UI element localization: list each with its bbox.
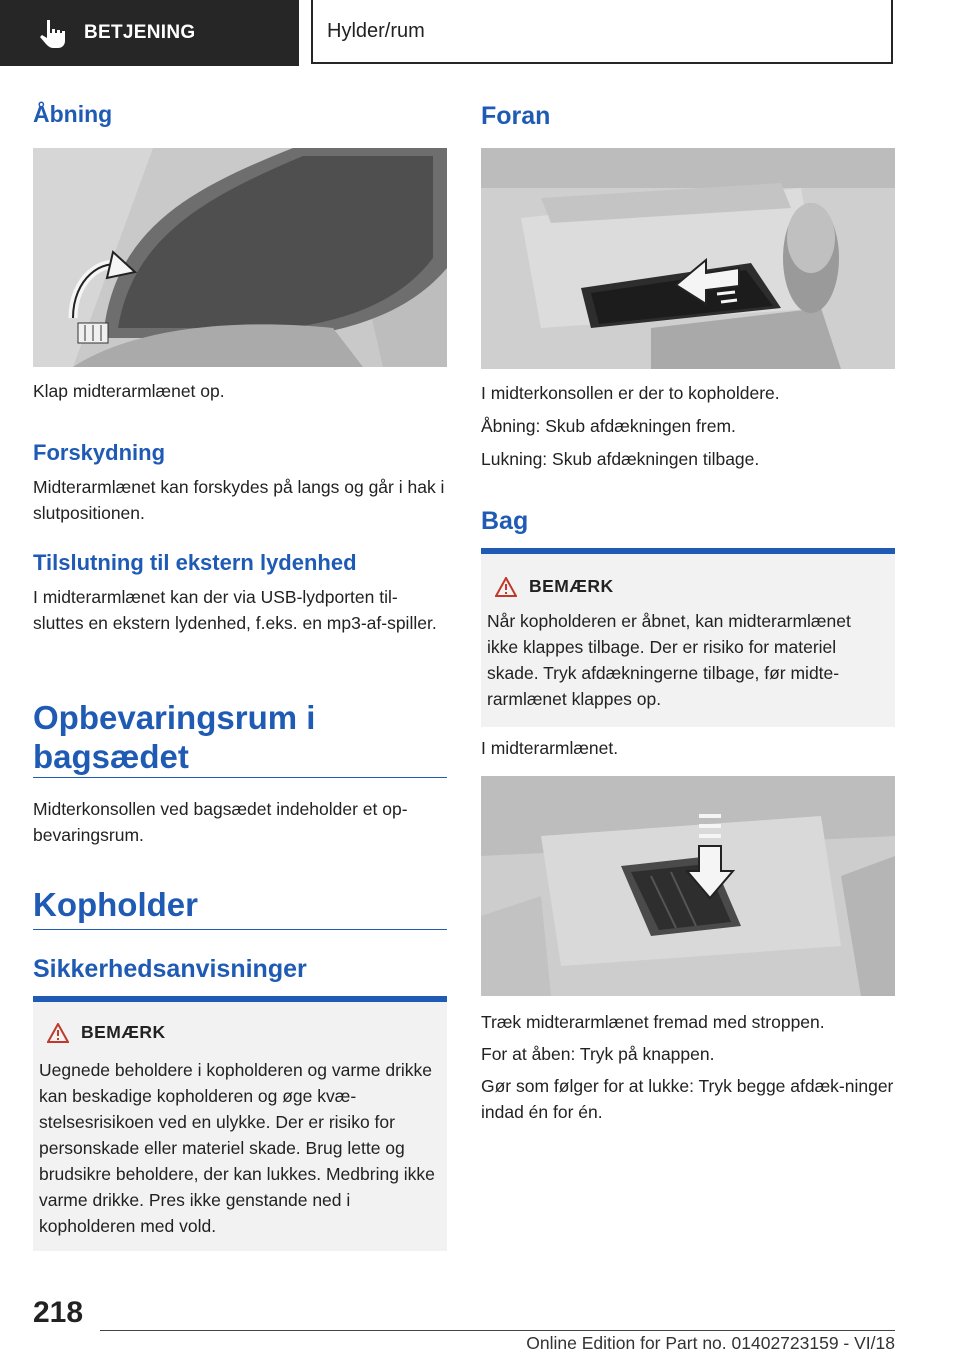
warning-icon (47, 1023, 69, 1043)
foran-line2: Åbning: Skub afdækningen frem. (481, 416, 736, 436)
edition-text: Online Edition for Part no. 01402723159 - VI/18 (526, 1333, 895, 1353)
notice-label: BEMÆRK (81, 1022, 166, 1042)
tilslutning-heading: Tilslutning til ekstern lydenhed (33, 550, 357, 575)
front-cupholder-photo (481, 148, 895, 369)
foran-line3: Lukning: Skub afdækningen tilbage. (481, 449, 760, 469)
sikkerhed-heading: Sikkerhedsanvisninger (33, 955, 307, 983)
abning-caption: Klap midterarmlænet op. (33, 381, 225, 401)
chapter-tab[interactable] (0, 0, 299, 66)
notice-box (33, 1002, 447, 1251)
warning-icon (495, 577, 517, 597)
notice-text: Når kopholderen er åbnet, kan midterarmlænet ikke klappes tilbage. Der er risiko for materiel skade. Tryk afdækningerne tilbage, før midte-rarmlænet klappes op. (487, 611, 851, 709)
hand-pointer-icon (38, 18, 66, 48)
notice-text: Uegnede beholdere i kopholderen og varme drikke kan beskadige kopholderen og øge kvæ-stelsesrisikoen ved en ulykke. Der er risiko for personskade eller materiel skade. Brug lette og brudsikre beholdere, der kan lukkes. Medbring ikke varme drikke. Pres ikke genstande ned i kopholderen med vold. (39, 1060, 435, 1236)
bag-line1: Træk midterarmlænet fremad med stroppen. (481, 1012, 825, 1032)
foran-line1: I midterkonsollen er der to kopholdere. (481, 383, 780, 403)
section-divider (33, 929, 447, 930)
forskydning-text: Midterarmlænet kan forskydes på langs og går i hak i slutpositionen. (33, 477, 445, 523)
bag-heading: Bag (481, 507, 529, 535)
bag-intro: I midterarmlænet. (481, 738, 619, 758)
abning-heading: Åbning (33, 101, 113, 127)
section-title: Hylder/rum (327, 19, 425, 42)
notice-box (481, 554, 895, 727)
footer-divider (100, 1330, 895, 1331)
bag-line2: For at åben: Tryk på knappen. (481, 1044, 715, 1064)
kopholder-heading: Kopholder (33, 886, 198, 923)
rear-cupholder-photo (481, 776, 895, 996)
bag-line3: Gør som følger for at lukke: Tryk begge afdæk-ninger indad én for én. (481, 1076, 894, 1122)
section-divider (33, 777, 447, 778)
opbevaring-heading: Opbevaringsrum i bagsædet (33, 699, 316, 775)
opbevaring-text: Midterkonsollen ved bagsædet indeholder et op-bevaringsrum. (33, 799, 408, 845)
chapter-title: BETJENING (84, 22, 196, 43)
foran-heading: Foran (481, 102, 551, 130)
page-number: 218 (33, 1296, 84, 1329)
section-tab[interactable] (311, 0, 893, 64)
notice-label: BEMÆRK (529, 576, 614, 596)
forskydning-heading: Forskydning (33, 440, 166, 465)
armrest-photo (33, 148, 447, 367)
tilslutning-text: I midterarmlænet kan der via USB-lydporten til-sluttes en ekstern lydenhed, f.eks. en mp3-af-spiller. (33, 587, 437, 633)
